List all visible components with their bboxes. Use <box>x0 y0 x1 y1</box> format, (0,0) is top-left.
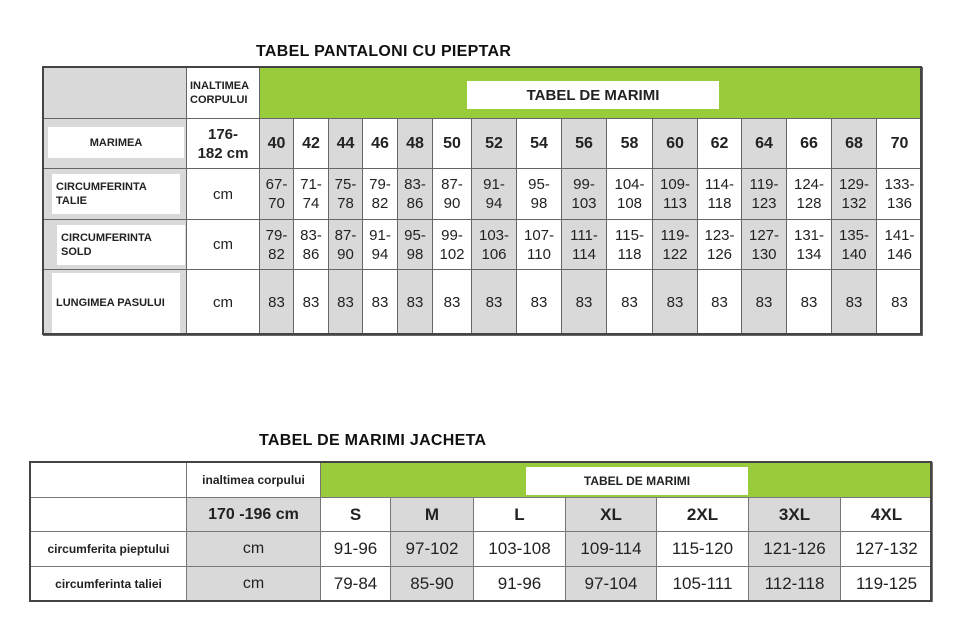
jacket-value-cell: 97-104 <box>566 567 657 602</box>
jacket-row-label: circumferinta taliei <box>31 567 187 602</box>
pants-size-60: 60 <box>653 119 698 169</box>
pants-value-line: 87- <box>334 226 357 244</box>
jacket-row <box>31 567 933 602</box>
pants-banner: TABEL DE MARIMI <box>467 81 719 109</box>
pants-size-68: 68 <box>832 119 877 169</box>
pants-value-line: 131- <box>793 226 825 244</box>
pants-value-line: 118 <box>617 245 642 263</box>
pants-value-line: 123 <box>751 195 777 212</box>
pants-value-line: 90 <box>337 245 354 263</box>
pants-value-cell <box>607 169 653 220</box>
pants-value-cell <box>472 220 517 270</box>
pants-value-line: 70 <box>268 195 285 212</box>
pants-value-line: 146 <box>886 245 913 263</box>
pants-value-line: 83 <box>530 294 548 311</box>
pants-value-line: 115- <box>615 226 644 244</box>
jacket-row-label: circumferita pieptului <box>31 532 187 567</box>
pants-value-cell <box>517 169 562 220</box>
pants-value-line: 83 <box>666 294 684 311</box>
pants-value-cell <box>260 270 294 336</box>
pants-value-cell <box>698 270 742 336</box>
pants-value-line: 119- <box>660 226 690 244</box>
pants-value-line: 94 <box>371 245 389 263</box>
pants-value-line: 91- <box>483 176 505 193</box>
pants-value-cell <box>653 220 698 270</box>
pants-value-line: 83 <box>755 294 773 311</box>
pants-value-line: 133- <box>884 176 915 193</box>
pants-value-cell <box>653 270 698 336</box>
pants-height-value-start: 176- <box>207 125 239 143</box>
pants-value-line: 95- <box>528 176 550 193</box>
jacket-value-cell: 79-84 <box>321 567 391 602</box>
pants-value-cell <box>472 169 517 220</box>
pants-value-line: 141- <box>884 226 915 244</box>
pants-value-cell <box>294 169 329 220</box>
pants-row-unit: cm <box>187 220 260 270</box>
pants-value-cell <box>294 270 329 336</box>
pants-value-line: 134 <box>796 245 822 263</box>
pants-table-title: TABEL PANTALONI CU PIEPTAR <box>256 43 512 60</box>
jacket-value-cell: 109-114 <box>566 532 657 567</box>
pants-value-cell <box>398 220 433 270</box>
pants-value-line: 103- <box>478 226 510 244</box>
jacket-row-unit: cm <box>187 567 321 602</box>
pants-value-line: 130 <box>751 245 777 263</box>
pants-row <box>44 169 923 220</box>
pants-size-70: 70 <box>877 119 923 169</box>
pants-row-label: CIRCUMFERINTA SOLD <box>57 225 185 265</box>
jacket-value-cell: 91-96 <box>321 532 391 567</box>
pants-value-line: 95- <box>404 226 426 244</box>
jacket-corner-cell <box>31 463 187 498</box>
pants-value-cell <box>742 220 787 270</box>
pants-value-line: 82 <box>268 245 285 263</box>
pants-value-line: 127- <box>748 226 780 244</box>
pants-size-42: 42 <box>294 119 329 169</box>
pants-row-unit: cm <box>187 270 260 336</box>
pants-value-line: 86 <box>302 245 320 263</box>
pants-value-cell <box>398 270 433 336</box>
pants-value-line: 114- <box>705 176 734 193</box>
pants-value-line: 140 <box>841 245 867 263</box>
pants-size-48: 48 <box>398 119 433 169</box>
pants-size-row <box>44 119 923 169</box>
pants-value-line: 132 <box>841 195 867 212</box>
pants-value-line: 83 <box>443 294 461 311</box>
pants-value-line: 67- <box>265 176 288 193</box>
pants-value-line: 75- <box>334 176 357 193</box>
jacket-size-xl: XL <box>566 498 657 532</box>
pants-value-cell <box>562 220 607 270</box>
pants-value-cell <box>742 169 787 220</box>
pants-value-line: 94 <box>485 195 503 212</box>
pants-value-line: 122 <box>662 245 688 263</box>
pants-value-line: 99- <box>441 226 463 244</box>
pants-size-58: 58 <box>607 119 653 169</box>
pants-row-label-cell <box>44 270 187 336</box>
pants-value-cell <box>698 220 742 270</box>
pants-size-46: 46 <box>363 119 398 169</box>
jacket-size-3xl: 3XL <box>749 498 841 532</box>
pants-value-line: 118 <box>707 195 732 212</box>
pants-value-cell <box>398 169 433 220</box>
pants-value-line: 83 <box>268 294 285 311</box>
pants-value-line: 102 <box>439 245 465 263</box>
pants-value-cell <box>363 220 398 270</box>
pants-value-line: 90 <box>443 195 461 212</box>
pants-value-line: 91- <box>369 226 391 244</box>
jacket-banner-cell <box>321 463 933 498</box>
pants-value-cell <box>260 220 294 270</box>
pants-value-line: 98 <box>530 195 548 212</box>
pants-value-cell <box>472 270 517 336</box>
pants-row <box>44 220 923 270</box>
pants-row-label: CIRCUMFERINTA TALIE <box>52 174 180 214</box>
pants-value-line: 106 <box>481 245 507 263</box>
pants-value-cell <box>562 169 607 220</box>
pants-value-cell <box>607 220 653 270</box>
pants-value-cell <box>433 169 472 220</box>
pants-value-cell <box>877 220 923 270</box>
pants-value-cell <box>832 220 877 270</box>
pants-size-52: 52 <box>472 119 517 169</box>
pants-value-cell <box>832 169 877 220</box>
pants-value-line: 124- <box>793 176 825 193</box>
pants-value-line: 83 <box>575 294 593 311</box>
pants-value-line: 83- <box>404 176 426 193</box>
pants-value-cell <box>363 169 398 220</box>
pants-size-66: 66 <box>787 119 832 169</box>
pants-height-value-end: 182 cm <box>197 144 249 162</box>
jacket-value-cell: 112-118 <box>749 567 841 602</box>
pants-value-line: 79- <box>369 176 391 193</box>
pants-value-line: 83 <box>337 294 354 311</box>
jacket-table-title: TABEL DE MARIMI JACHETA <box>259 432 487 449</box>
pants-value-line: 83 <box>800 294 818 311</box>
pants-value-line: 119- <box>749 176 779 193</box>
jacket-value-cell: 115-120 <box>657 532 749 567</box>
pants-value-line: 136 <box>886 195 913 212</box>
jacket-value-cell: 97-102 <box>391 532 474 567</box>
pants-size-label-cell <box>44 119 187 169</box>
jacket-height-value: 170 -196 cm <box>187 498 321 532</box>
pants-value-line: 113 <box>663 195 687 212</box>
pants-row-label-cell <box>44 169 187 220</box>
pants-row-label-cell <box>44 220 187 270</box>
pants-value-line: 123- <box>704 226 735 244</box>
pants-value-line: 98 <box>406 245 424 263</box>
pants-value-line: 103 <box>571 195 597 212</box>
pants-value-line: 78 <box>337 195 354 212</box>
pants-value-line: 83 <box>302 294 320 311</box>
pants-value-line: 83 <box>485 294 503 311</box>
pants-value-line: 71- <box>300 176 322 193</box>
pants-value-line: 135- <box>838 226 870 244</box>
jacket-height-label: inaltimea corpului <box>187 463 321 498</box>
pants-value-cell <box>294 220 329 270</box>
pants-value-line: 99- <box>573 176 595 193</box>
pants-value-cell <box>787 270 832 336</box>
pants-value-cell <box>517 220 562 270</box>
pants-size-44: 44 <box>329 119 363 169</box>
jacket-size-empty-cell <box>31 498 187 532</box>
pants-value-line: 111- <box>570 226 598 244</box>
pants-value-cell <box>433 220 472 270</box>
pants-size-54: 54 <box>517 119 562 169</box>
pants-value-cell <box>260 169 294 220</box>
pants-size-64: 64 <box>742 119 787 169</box>
jacket-value-cell: 105-111 <box>657 567 749 602</box>
jacket-row <box>31 532 933 567</box>
pants-value-cell <box>562 270 607 336</box>
pants-value-cell <box>433 270 472 336</box>
pants-value-line: 114 <box>572 245 596 263</box>
pants-row-label: LUNGIMEA PASULUI <box>52 273 180 333</box>
pants-row-unit: cm <box>187 169 260 220</box>
pants-value-cell <box>877 169 923 220</box>
pants-size-table <box>43 67 923 336</box>
pants-value-cell <box>877 270 923 336</box>
jacket-size-2xl: 2XL <box>657 498 749 532</box>
pants-value-line: 83 <box>891 294 908 311</box>
pants-value-line: 104- <box>614 176 645 193</box>
jacket-size-l: L <box>474 498 566 532</box>
jacket-size-row <box>31 498 933 532</box>
pants-value-line: 83 <box>406 294 424 311</box>
pants-value-line: 87- <box>441 176 463 193</box>
pants-value-line: 83- <box>300 226 322 244</box>
pants-value-line: 128 <box>796 195 822 212</box>
pants-value-cell <box>653 169 698 220</box>
pants-value-cell <box>363 270 398 336</box>
pants-value-cell <box>832 270 877 336</box>
jacket-row-unit: cm <box>187 532 321 567</box>
jacket-size-table <box>30 462 933 602</box>
pants-value-line: 110 <box>527 245 551 263</box>
pants-corner-cell <box>44 68 187 119</box>
pants-value-cell <box>329 169 363 220</box>
pants-value-line: 109- <box>659 176 691 193</box>
pants-row <box>44 270 923 336</box>
pants-height-value <box>187 119 260 169</box>
pants-value-cell <box>787 169 832 220</box>
jacket-size-m: M <box>391 498 474 532</box>
jacket-value-cell: 91-96 <box>474 567 566 602</box>
pants-size-40: 40 <box>260 119 294 169</box>
pants-value-line: 126 <box>706 245 733 263</box>
pants-value-cell <box>607 270 653 336</box>
jacket-banner: TABEL DE MARIMI <box>526 467 748 495</box>
pants-value-line: 83 <box>845 294 863 311</box>
pants-value-line: 86 <box>406 195 424 212</box>
jacket-value-cell: 103-108 <box>474 532 566 567</box>
jacket-size-4xl: 4XL <box>841 498 933 532</box>
pants-size-56: 56 <box>562 119 607 169</box>
jacket-size-s: S <box>321 498 391 532</box>
pants-value-cell <box>787 220 832 270</box>
pants-value-cell <box>517 270 562 336</box>
pants-value-line: 108 <box>616 195 643 212</box>
pants-value-line: 83 <box>711 294 728 311</box>
jacket-value-cell: 85-90 <box>391 567 474 602</box>
pants-value-line: 83 <box>621 294 638 311</box>
jacket-value-cell: 119-125 <box>841 567 933 602</box>
pants-value-line: 107- <box>523 226 555 244</box>
pants-banner-cell <box>260 68 923 119</box>
pants-value-cell <box>742 270 787 336</box>
jacket-value-cell: 121-126 <box>749 532 841 567</box>
pants-value-line: 82 <box>371 195 389 212</box>
pants-height-label: INALTIMEA CORPULUI <box>187 68 260 119</box>
jacket-value-cell: 127-132 <box>841 532 933 567</box>
pants-size-62: 62 <box>698 119 742 169</box>
pants-value-line: 129- <box>838 176 870 193</box>
pants-value-cell <box>698 169 742 220</box>
pants-value-line: 74 <box>302 195 320 212</box>
pants-value-line: 83 <box>371 294 389 311</box>
pants-value-line: 79- <box>265 226 288 244</box>
pants-size-50: 50 <box>433 119 472 169</box>
pants-value-cell <box>329 220 363 270</box>
pants-value-cell <box>329 270 363 336</box>
pants-size-label: MARIMEA <box>48 127 184 158</box>
